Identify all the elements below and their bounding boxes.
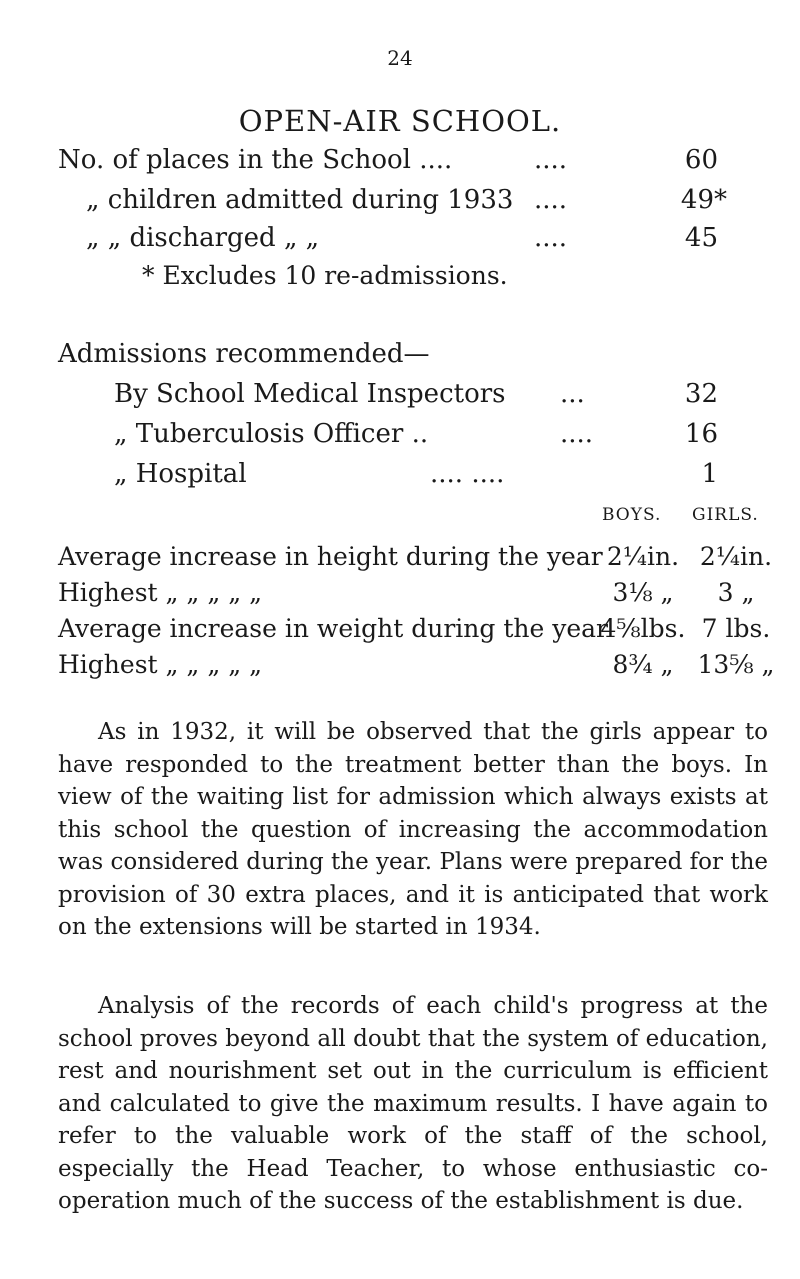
growth-row-max-height [0,573,800,613]
footnote-text: * Excludes 10 re-admissions. [142,261,508,290]
places-row-total [0,140,800,180]
leader-dots: .... [534,145,568,175]
growth-girls-value: 7 lbs. [701,614,771,643]
growth-label: Average increase in weight during the year [58,614,608,643]
leader-dots: .... [534,185,568,215]
admissions-value: 1 [701,459,718,489]
admissions-label: „ Hospital [114,459,247,489]
leader-dots: .... [534,223,568,253]
page-number: 24 [387,46,413,70]
page-title: OPEN-AIR SCHOOL. [238,104,562,138]
growth-boys-value: 4⅝lbs. [600,614,686,643]
leader-dots: ... [560,379,585,409]
places-label: „ „ discharged „ „ [86,223,320,253]
leader-dots: .... [560,419,594,449]
admissions-row-tuberculosis [0,414,800,454]
places-row-discharged [0,218,800,258]
places-value: 49* [680,185,727,215]
growth-boys-value: 8¾ „ [612,650,674,679]
paragraph-text: Analysis of the records of each child's progress at the school proves beyond all doubt that the system of education, rest and nourishment set out in the curriculum is efficient and calculated to give the maximum results. I have again to refer to the valuable work of the staff of the school, especially the Head Teacher, to whose enthusiastic co-operation much of the success of the establishment is due. [58,993,768,1214]
admissions-row-hospital [0,454,800,494]
admissions-row-inspectors [0,374,800,414]
paragraph-analysis [58,990,768,1218]
admissions-heading [0,334,800,374]
paragraph-text: As in 1932, it will be observed that the girls appear to have responded to the treatment better than the boys. In view of the waiting list for admission which always exists at this school the question of increasing the accommodation was considered during the year. Plans were prepared for the provision of 30 extra places, and it is anticipated that work on the extensions will be started in 1934. [58,719,768,940]
places-value: 60 [684,145,718,175]
leader-dots: .... .... [430,459,505,489]
column-header-boys: BOYS. [602,505,662,525]
admissions-label: „ Tuberculosis Officer .. [114,419,429,449]
places-row-admitted [0,180,800,220]
growth-row-avg-height [0,537,800,577]
growth-label: Highest „ „ „ „ „ [58,650,263,679]
growth-label: Average increase in height during the year [58,542,603,571]
places-label: „ children admitted during 1933 [86,185,514,215]
admissions-heading-text: Admissions recommended— [58,339,430,369]
admissions-value: 32 [684,379,718,409]
admissions-value: 16 [684,419,718,449]
growth-row-max-weight [0,645,800,685]
growth-label: Highest „ „ „ „ „ [58,578,263,607]
growth-girls-value: 3 „ [717,578,755,607]
places-value: 45 [684,223,718,253]
growth-boys-value: 2¼in. [606,542,680,571]
admissions-label: By School Medical Inspectors [114,379,506,409]
growth-girls-value: 2¼in. [699,542,773,571]
paragraph-results [58,716,768,944]
places-label: No. of places in the School .... [58,145,453,175]
growth-girls-value: 13⅝ „ [697,650,775,679]
growth-row-avg-weight [0,609,800,649]
growth-boys-value: 3⅛ „ [612,578,674,607]
footnote [0,256,800,296]
column-header-girls: GIRLS. [692,505,759,525]
